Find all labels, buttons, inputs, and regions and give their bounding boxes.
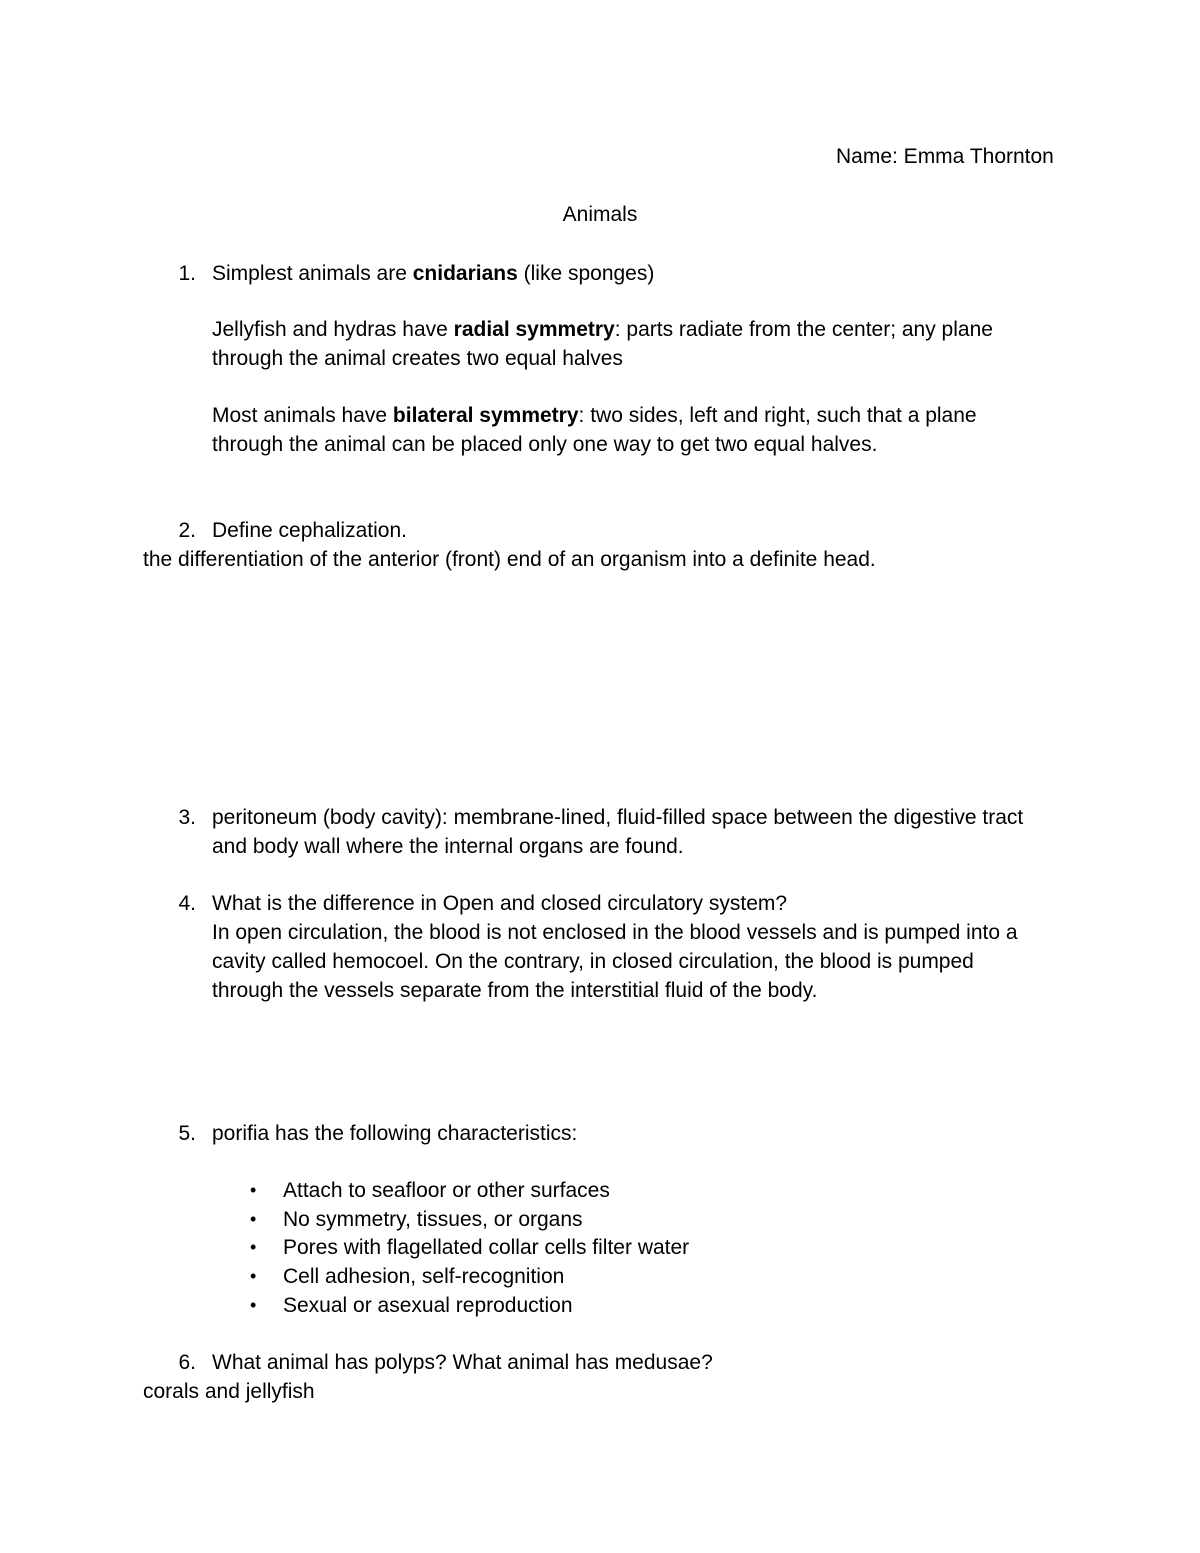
item-4-answer-line: In open circulation, the blood is not enclosed in the blood vessels and is pumped into a (212, 921, 1018, 944)
item-1-line: Simplest animals are cnidarians (like sponges) (212, 262, 655, 285)
item-3-line: peritoneum (body cavity): membrane-lined, fluid-filled space between the digestive tract (212, 806, 1024, 829)
item-6-answer: corals and jellyfish (143, 1380, 315, 1403)
list-item: Sexual or asexual reproduction (283, 1294, 573, 1317)
bullet-icon: • (250, 1209, 257, 1229)
item-6-question: What animal has polyps? What animal has medusae? (212, 1351, 713, 1374)
item-3-line-cont: and body wall where the internal organs are found. (212, 835, 684, 858)
list-item: Cell adhesion, self-recognition (283, 1265, 565, 1288)
bullet-icon: • (250, 1180, 257, 1200)
item-1-bilateral-text-cont: through the animal can be placed only one way to get two equal halves. (212, 433, 878, 456)
page-title: Animals (562, 203, 638, 226)
item-number: 6. (178, 1351, 196, 1374)
list-item: No symmetry, tissues, or organs (283, 1208, 583, 1231)
item-4-answer-line: cavity called hemocoel. On the contrary, in closed circulation, the blood is pumped (212, 950, 974, 973)
item-4-question: What is the difference in Open and closed circulatory system? (212, 892, 788, 915)
item-number: 3. (178, 806, 196, 829)
item-number: 1. (178, 262, 196, 285)
item-number: 5. (178, 1122, 196, 1145)
student-name: Name: Emma Thornton (836, 145, 1054, 168)
bullet-icon: • (250, 1266, 257, 1286)
item-1-radial-text: Jellyfish and hydras have radial symmetry: parts radiate from the center; any plane (212, 318, 993, 341)
bullet-icon: • (250, 1295, 257, 1315)
item-5-intro: porifia has the following characteristics: (212, 1122, 578, 1145)
item-1-bilateral-text: Most animals have bilateral symmetry: two sides, left and right, such that a plane (212, 404, 977, 427)
item-number: 2. (178, 519, 196, 542)
item-2-question: Define cephalization. (212, 519, 407, 542)
item-2-answer: the differentiation of the anterior (front) end of an organism into a definite head. (143, 548, 876, 571)
bullet-icon: • (250, 1237, 257, 1257)
item-4-answer-line: through the vessels separate from the interstitial fluid of the body. (212, 979, 818, 1002)
list-item: Attach to seafloor or other surfaces (283, 1179, 610, 1202)
item-number: 4. (178, 892, 196, 915)
list-item: Pores with flagellated collar cells filter water (283, 1236, 690, 1259)
item-1-radial-text-cont: through the animal creates two equal halves (212, 347, 623, 370)
